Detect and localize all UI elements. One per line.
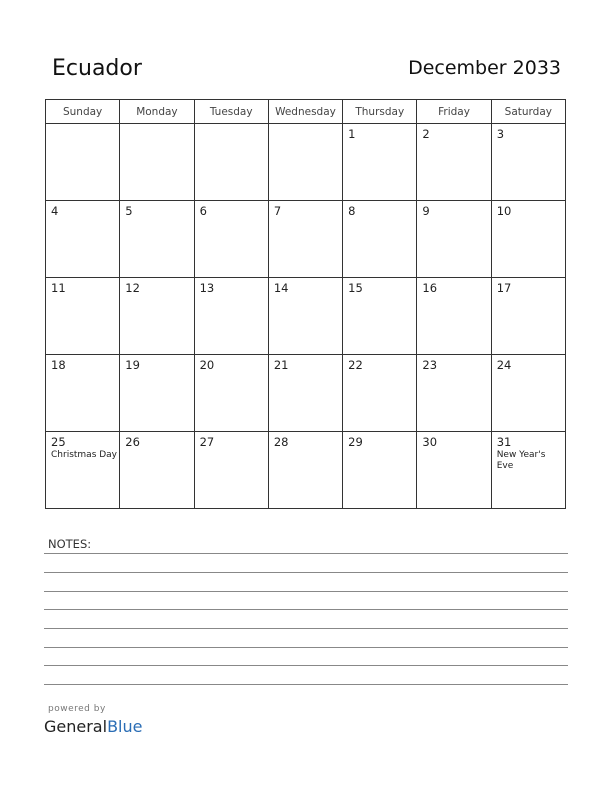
day-cell: [491, 278, 565, 355]
day-number: 30: [422, 435, 438, 449]
note-line: [44, 684, 568, 685]
day-cell: [268, 201, 342, 278]
day-cell: [194, 432, 268, 509]
day-number: 23: [422, 358, 438, 372]
week-row: [46, 432, 566, 509]
day-number: 19: [125, 358, 140, 372]
weekday-header: Monday: [120, 100, 194, 124]
powered-by-text: powered by: [48, 704, 106, 714]
day-number: 2: [422, 127, 430, 141]
day-cell: [417, 432, 491, 509]
logo-general-text: General: [44, 717, 108, 736]
weekday-header: Friday: [417, 100, 491, 124]
day-number: 15: [348, 281, 363, 295]
day-cell: [268, 432, 342, 509]
day-cell: [491, 124, 565, 201]
day-cell: [268, 124, 342, 201]
weekday-header: Wednesday: [268, 100, 342, 124]
day-number: [195, 124, 268, 128]
day-number: 5: [125, 204, 133, 218]
day-cell: [120, 278, 194, 355]
day-number: 10: [496, 204, 512, 218]
day-cell: [343, 432, 417, 509]
holiday-label: New Year's Eve: [496, 450, 546, 471]
day-cell: [268, 355, 342, 432]
day-number: 17: [496, 281, 512, 295]
day-cell: [268, 278, 342, 355]
note-line: [44, 609, 568, 610]
week-row: [46, 124, 566, 201]
week-row: [46, 201, 566, 278]
weekday-header: Saturday: [491, 100, 565, 124]
day-cell: [46, 124, 120, 201]
day-cell: [417, 124, 491, 201]
weekday-header: Sunday: [46, 100, 120, 124]
day-number: 29: [348, 435, 363, 449]
day-cell: [491, 355, 565, 432]
note-line: [44, 553, 568, 554]
day-cell: [491, 201, 565, 278]
day-cell: [46, 355, 120, 432]
day-cell: [120, 355, 194, 432]
week-row: [46, 278, 566, 355]
day-cell: [491, 432, 565, 509]
calendar-grid: [45, 99, 566, 509]
day-cell: [417, 201, 491, 278]
weekday-header: Tuesday: [194, 100, 268, 124]
day-cell: [417, 355, 491, 432]
day-cell: [46, 432, 120, 509]
day-number: 25: [51, 435, 66, 449]
logo-blue-text: Blue: [107, 717, 143, 736]
note-line: [44, 628, 568, 629]
note-line: [44, 591, 568, 592]
day-number: 16: [422, 281, 438, 295]
day-cell: [194, 201, 268, 278]
day-number: 9: [422, 204, 430, 218]
day-number: 18: [51, 358, 66, 372]
weekday-header-row: [46, 100, 566, 124]
day-number: 22: [348, 358, 363, 372]
week-row: [46, 355, 566, 432]
country-title: Ecuador: [52, 56, 142, 81]
day-number: 27: [199, 435, 215, 449]
day-number: 6: [199, 204, 207, 218]
day-cell: [120, 124, 194, 201]
day-cell: [194, 124, 268, 201]
day-number: 24: [496, 358, 512, 372]
day-cell: [120, 201, 194, 278]
day-number: 7: [273, 204, 282, 218]
day-cell: [194, 278, 268, 355]
weekday-header: Thursday: [343, 100, 417, 124]
day-number: 21: [273, 358, 289, 372]
day-cell: [46, 201, 120, 278]
day-number: 20: [199, 358, 215, 372]
day-number: 12: [125, 281, 140, 295]
day-number: [120, 124, 193, 128]
day-number: 13: [199, 281, 215, 295]
day-number: 1: [348, 127, 356, 141]
day-number: 31: [496, 435, 512, 449]
day-cell: [343, 124, 417, 201]
day-cell: [120, 432, 194, 509]
day-cell: [194, 355, 268, 432]
day-number: 3: [496, 127, 505, 141]
notes-label: NOTES:: [48, 537, 92, 551]
month-year-title: December 2033: [408, 57, 561, 79]
day-cell: [343, 201, 417, 278]
generalblue-logo[interactable]: [44, 717, 142, 736]
note-line: [44, 665, 568, 666]
note-line: [44, 572, 568, 573]
holiday-label: Christmas Day: [51, 450, 118, 460]
note-line: [44, 647, 568, 648]
day-number: 11: [51, 281, 66, 295]
day-number: 26: [125, 435, 140, 449]
day-number: 8: [348, 204, 356, 218]
day-number: 28: [273, 435, 289, 449]
day-number: [46, 124, 119, 128]
day-number: 14: [273, 281, 289, 295]
day-number: [269, 124, 342, 128]
day-cell: [46, 278, 120, 355]
day-cell: [417, 278, 491, 355]
day-cell: [343, 355, 417, 432]
day-number: 4: [51, 204, 59, 218]
day-cell: [343, 278, 417, 355]
